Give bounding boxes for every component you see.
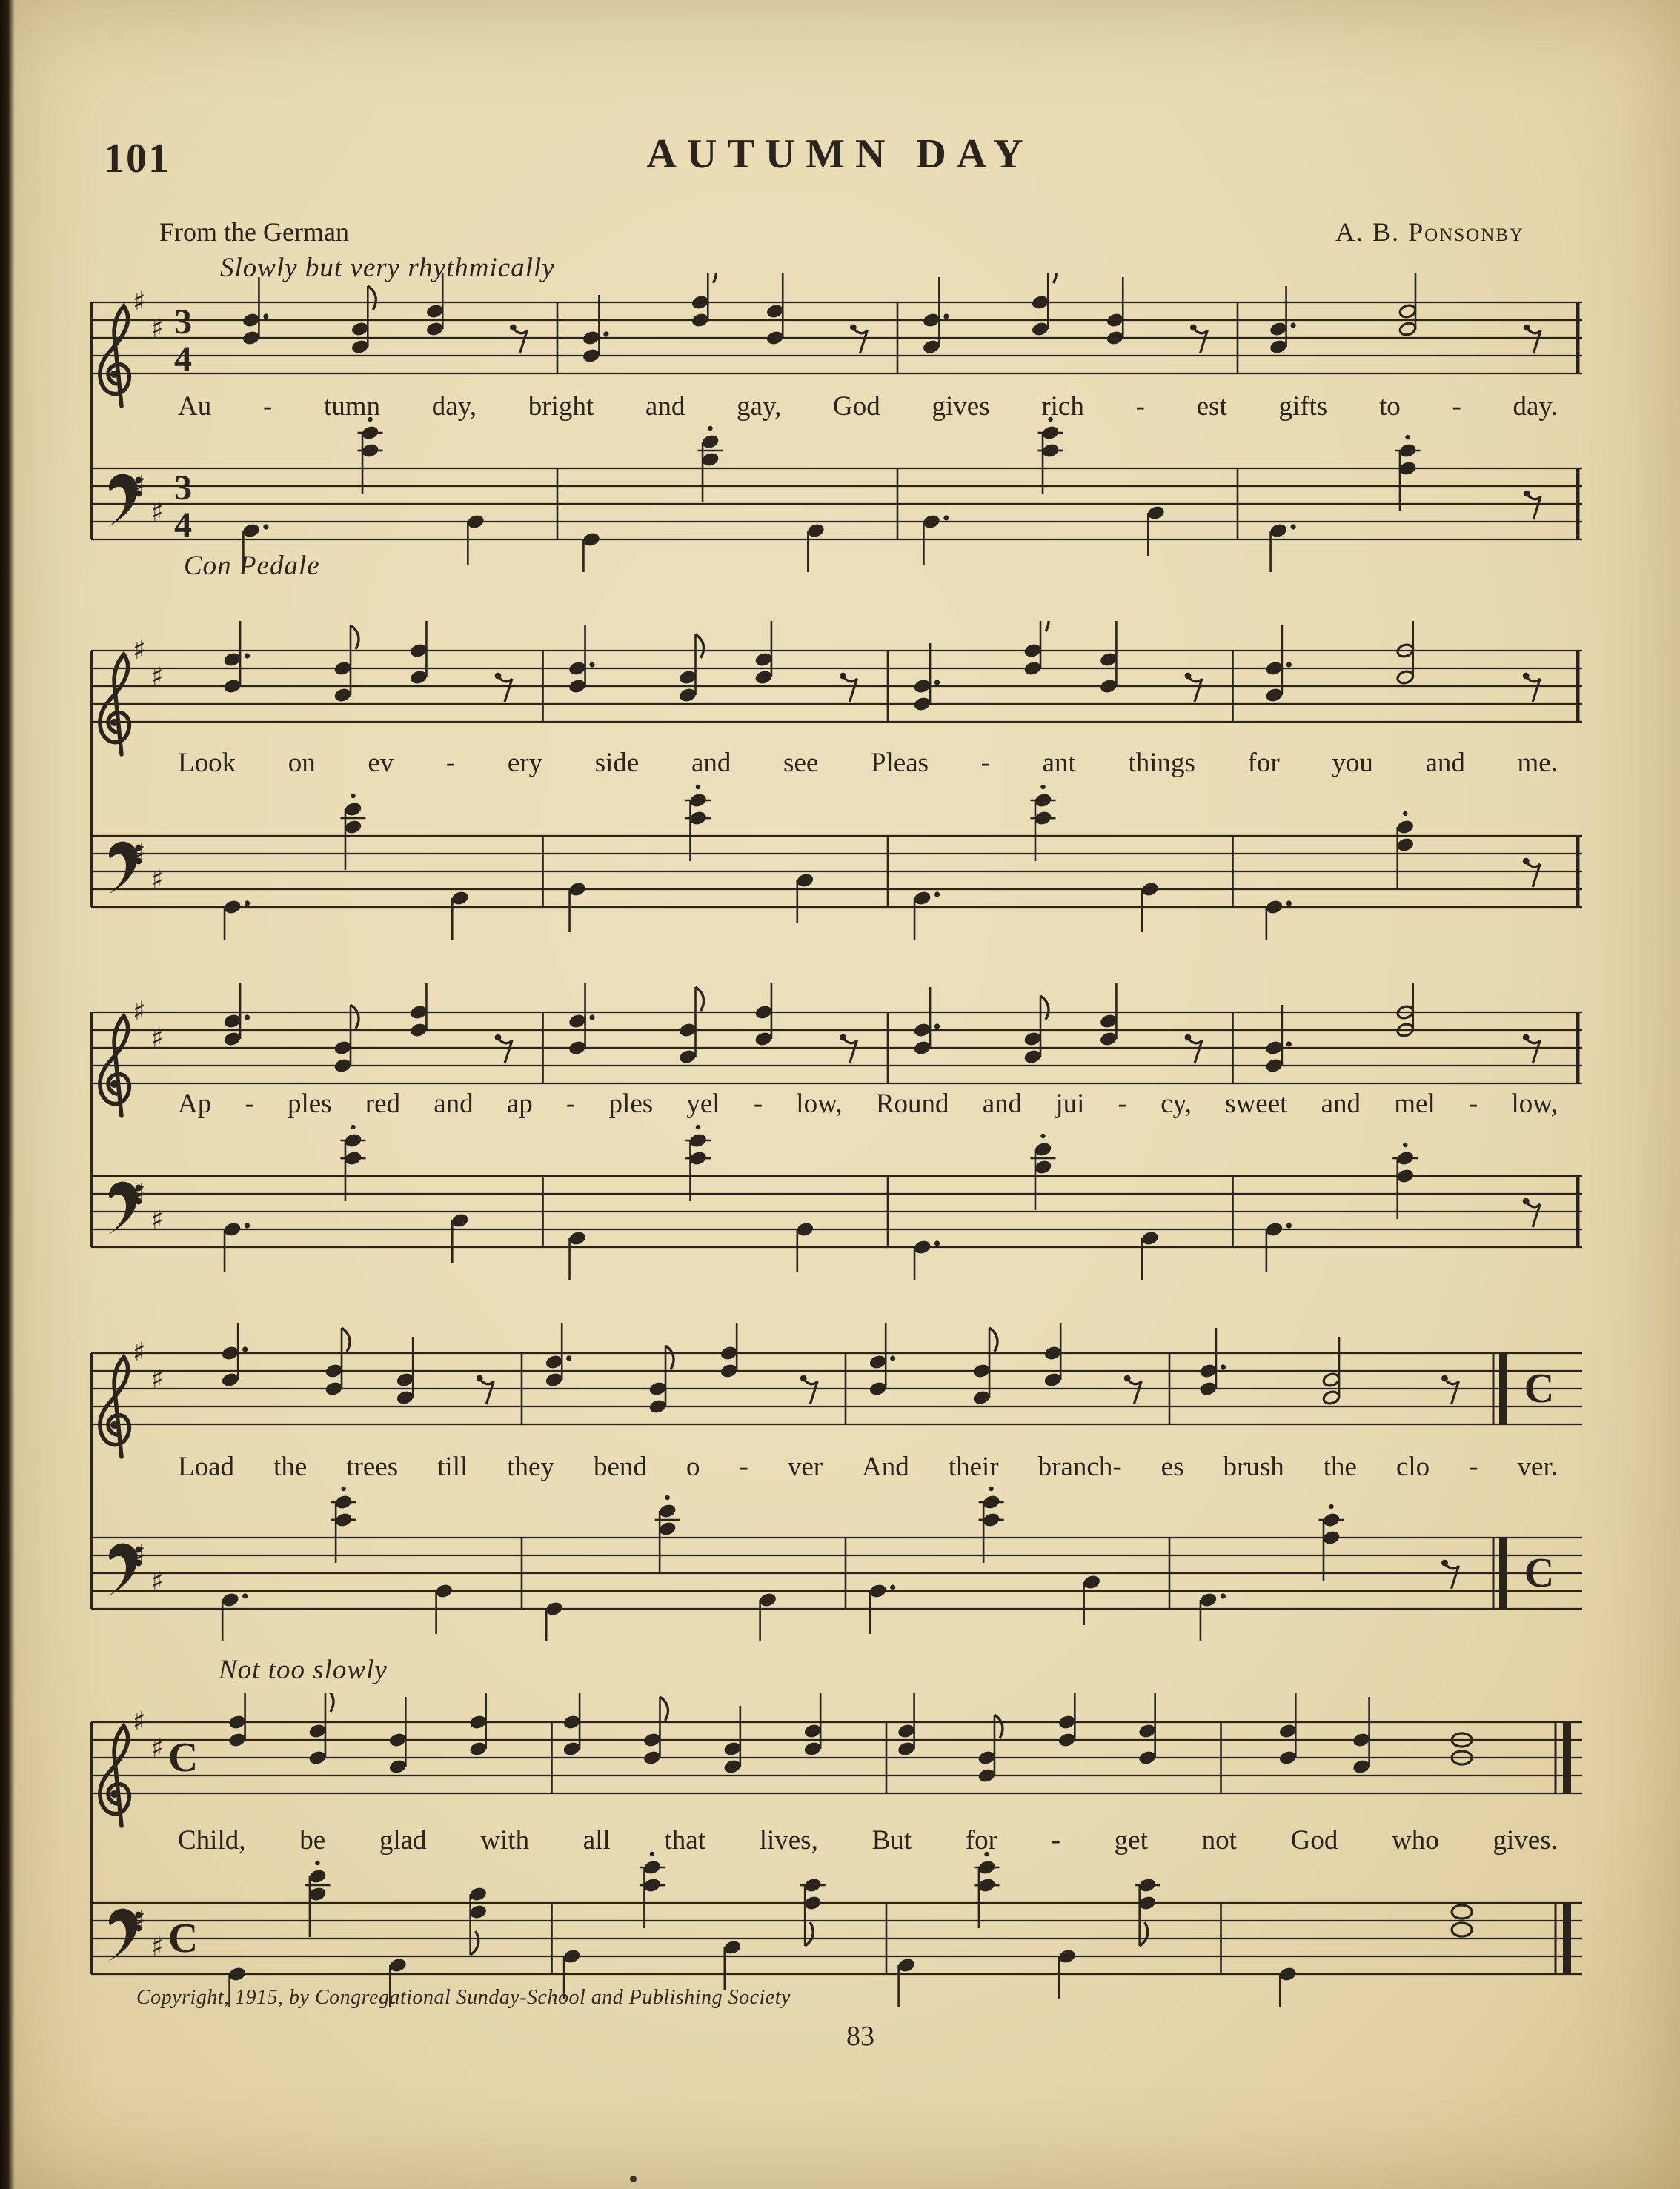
lyric-syllable: day, [431, 391, 477, 422]
note-chord [897, 1693, 916, 1756]
lyric-syllable: side [594, 748, 640, 778]
note-chord [1058, 1693, 1077, 1747]
note-chord [425, 273, 444, 336]
lyric-syllable: o [685, 1452, 700, 1482]
time-signature: 3 [174, 468, 192, 508]
note-chord [242, 277, 269, 345]
sharp-sign: ♯ [133, 635, 146, 665]
note-chord [1395, 435, 1421, 511]
lyric-syllable: Au [178, 391, 212, 422]
page-number: 83 [846, 2021, 874, 2052]
lyric-syllable: est [1196, 391, 1227, 422]
lyric-syllable: ap [506, 1089, 533, 1119]
lyric-syllable: and [982, 1089, 1023, 1119]
note-chord [913, 891, 940, 940]
lyric-syllable: me. [1517, 748, 1558, 778]
sharp-sign: ♯ [133, 471, 146, 501]
lyric-syllable: - [1468, 1089, 1478, 1119]
note-chord [1265, 900, 1292, 940]
rest-glyph [800, 1375, 817, 1404]
note-chord [451, 891, 469, 940]
sharp-sign: ♯ [133, 997, 146, 1027]
music-system-3 [85, 983, 1582, 1280]
note-chord [1265, 625, 1292, 702]
lyric-syllable: - [1452, 391, 1461, 422]
sharp-sign: ♯ [150, 313, 164, 344]
lyric-syllable: Look [178, 748, 236, 778]
rest-glyph [1185, 673, 1202, 702]
note-chord [568, 983, 595, 1055]
note-chord [308, 1693, 333, 1765]
note-chord [977, 1715, 1003, 1783]
lyric-syllable: es [1161, 1452, 1184, 1482]
note-chord [1452, 1733, 1472, 1764]
lyric-syllable: and [691, 748, 731, 778]
sharp-sign: ♯ [133, 1707, 146, 1737]
lyric-syllable: that [664, 1825, 705, 1856]
note-chord [655, 1495, 680, 1572]
lyric-syllable: lives, [759, 1825, 818, 1856]
rest-glyph [1190, 325, 1207, 353]
lyric-syllable: low, [796, 1089, 843, 1119]
composer-name: A. B. Ponsonby [1335, 217, 1524, 247]
lyric-syllable: gifts [1278, 391, 1328, 422]
lyric-syllable: Ap [178, 1089, 212, 1119]
note-chord [972, 1328, 997, 1405]
lyric-syllable: bend [594, 1452, 647, 1482]
note-chord [897, 1958, 916, 2007]
sharp-sign: ♯ [133, 1540, 146, 1570]
lyric-syllable: ant [1042, 748, 1076, 778]
lyric-syllable: they [507, 1452, 554, 1482]
note-chord [1278, 1693, 1297, 1765]
note-chord [1030, 785, 1055, 861]
page-binding-edge [0, 0, 15, 2189]
lyric-syllable: ver [787, 1452, 823, 1482]
lyric-syllable: And [862, 1452, 909, 1482]
lyric-syllable: - [1135, 391, 1145, 422]
note-chord [1265, 1005, 1292, 1073]
rest-glyph [1524, 491, 1541, 519]
note-chord [1269, 523, 1296, 572]
lyric-syllable: - [739, 1452, 748, 1482]
lyric-syllable: who [1392, 1825, 1439, 1856]
lyric-syllable: to [1378, 391, 1401, 422]
lyric-syllable: you [1332, 748, 1373, 778]
lyric-syllable: red [365, 1089, 401, 1119]
note-chord [1147, 505, 1166, 556]
copyright-notice: Copyright, 1915, by Congregational Sunday-School and Publishing Society [136, 1986, 791, 2009]
note-chord [340, 1125, 365, 1201]
lyric-syllable: rich [1041, 391, 1084, 422]
note-chord [562, 1693, 581, 1756]
ink-speck [630, 2176, 637, 2182]
lyric-syllable: the [273, 1452, 308, 1482]
note-chord [1319, 1504, 1344, 1581]
lyric-syllable: - [1051, 1825, 1060, 1856]
lyric-syllable: gives [932, 391, 990, 422]
lyric-syllable: all [582, 1825, 611, 1856]
lyric-syllable: on [288, 748, 316, 778]
note-chord [800, 1878, 826, 1946]
note-chord [1141, 1231, 1159, 1280]
note-chord [223, 983, 250, 1046]
sharp-sign: ♯ [150, 1932, 164, 1962]
lyric-syllable: - [566, 1089, 576, 1119]
time-signature: 3 [174, 302, 192, 342]
note-chord [545, 1601, 563, 1641]
note-chord [723, 1940, 742, 1990]
note-chord [469, 1693, 488, 1756]
note-chord [685, 1125, 711, 1201]
sharp-sign: ♯ [133, 1338, 146, 1368]
lyric-syllable: ples [608, 1089, 654, 1119]
sharp-sign: ♯ [150, 1567, 164, 1597]
note-chord [1199, 1328, 1226, 1396]
lyric-syllable: with [480, 1825, 530, 1856]
lyric-syllable: till [437, 1452, 468, 1482]
note-chord [869, 1323, 895, 1396]
note-chord [974, 1852, 999, 1928]
note-chord [698, 426, 723, 502]
note-chord [1030, 1134, 1055, 1210]
note-chord [325, 1328, 350, 1396]
lyric-syllable: Pleas [870, 748, 929, 778]
lyric-syllable: for [965, 1825, 997, 1856]
lyric-syllable: clo [1395, 1452, 1430, 1482]
lyric-syllable: - [753, 1089, 763, 1119]
note-chord [643, 1697, 668, 1765]
lyric-syllable: trees [346, 1452, 399, 1482]
time-signature-common: C [1524, 1550, 1555, 1596]
page-title: AUTUMN DAY [646, 131, 1034, 177]
source-attribution: From the German [159, 217, 349, 247]
sharp-sign: ♯ [150, 1023, 164, 1054]
tempo-marking-main: Slowly but very rhythmically [220, 253, 555, 283]
rest-glyph [840, 673, 857, 702]
lyric-syllable: and [1425, 748, 1465, 778]
sharp-sign: ♯ [133, 287, 146, 317]
lyric-syllable: ery [507, 748, 543, 778]
lyric-syllable: glad [379, 1825, 427, 1856]
lyric-syllable: But [871, 1825, 912, 1856]
note-chord [568, 1231, 587, 1280]
sharp-sign: ♯ [150, 1364, 164, 1395]
rest-glyph [1441, 1375, 1458, 1404]
lyric-line-4 [178, 1451, 1558, 1488]
lyric-syllable: their [948, 1452, 999, 1482]
lyric-syllable: ev [368, 748, 394, 778]
note-chord [1392, 1143, 1418, 1219]
lyric-syllable: brush [1223, 1452, 1284, 1482]
sharp-sign: ♯ [150, 662, 164, 692]
note-chord [1100, 983, 1118, 1046]
note-chord [720, 1323, 738, 1378]
rest-glyph [495, 673, 512, 702]
note-chord [333, 1005, 359, 1073]
note-chord [913, 987, 940, 1055]
note-chord [1398, 273, 1417, 336]
sharp-sign: ♯ [133, 1178, 146, 1209]
note-chord [1106, 277, 1124, 345]
lyric-syllable: - [245, 1089, 254, 1119]
time-signature: 4 [174, 505, 192, 545]
note-chord [913, 1240, 940, 1280]
rest-glyph [495, 1034, 512, 1063]
lyric-syllable: - [980, 748, 990, 778]
note-chord [1100, 621, 1118, 694]
sharp-sign: ♯ [133, 838, 146, 868]
note-chord [913, 643, 940, 711]
note-chord [358, 417, 383, 494]
lyric-syllable: Load [178, 1452, 235, 1482]
lyric-line-2 [178, 747, 1558, 784]
time-signature-common: C [167, 1735, 199, 1781]
lyric-syllable: - [1118, 1089, 1127, 1119]
lyric-syllable: jui [1055, 1089, 1085, 1119]
note-chord [754, 983, 773, 1046]
rest-glyph [510, 325, 527, 353]
note-chord [685, 785, 711, 861]
sharp-sign: ♯ [150, 497, 164, 528]
note-chord [979, 1487, 1004, 1563]
rest-glyph [1523, 1034, 1540, 1063]
note-chord [754, 621, 773, 685]
sharp-sign: ♯ [133, 1905, 146, 1936]
note-chord [228, 1693, 247, 1747]
lyric-syllable: Child, [178, 1825, 246, 1856]
note-chord [1043, 1323, 1062, 1387]
sharp-sign: ♯ [150, 865, 164, 895]
note-chord [223, 621, 250, 694]
lyric-syllable: get [1114, 1825, 1148, 1856]
lyric-line-5 [178, 1824, 1558, 1861]
lyric-syllable: be [299, 1825, 326, 1856]
hymn-number: 101 [104, 136, 170, 182]
note-chord [223, 900, 250, 940]
note-chord [545, 1323, 571, 1387]
note-chord [679, 987, 704, 1064]
pedal-marking: Con Pedale [184, 551, 320, 581]
rest-glyph [1523, 1198, 1540, 1227]
lyric-syllable: for [1247, 748, 1280, 778]
note-chord [568, 625, 595, 694]
lyric-syllable: God [1290, 1825, 1338, 1856]
rest-glyph [1524, 325, 1541, 353]
lyric-syllable: sweet [1225, 1089, 1288, 1119]
rest-glyph [1124, 1375, 1141, 1404]
lyric-line-1 [178, 391, 1558, 428]
note-chord [389, 1697, 408, 1774]
note-chord [1352, 1697, 1371, 1774]
lyric-syllable: see [783, 748, 819, 778]
note-chord [331, 1487, 356, 1563]
lyric-syllable: ver. [1517, 1452, 1558, 1482]
lyric-syllable: mel [1394, 1089, 1435, 1119]
time-signature: 4 [174, 339, 192, 379]
rest-glyph [1185, 1034, 1202, 1063]
note-chord [1031, 273, 1056, 336]
lyric-syllable: and [1321, 1089, 1361, 1119]
note-chord [582, 295, 609, 363]
note-chord [923, 277, 949, 354]
lyric-syllable: - [445, 748, 456, 778]
note-chord [242, 523, 269, 572]
tempo-marking-final: Not too slowly [219, 1655, 388, 1685]
note-chord [451, 1213, 469, 1263]
lyric-syllable: tumn [324, 391, 381, 422]
lyric-syllable: - [262, 391, 273, 422]
lyric-syllable: things [1128, 748, 1195, 778]
rest-glyph [840, 1034, 857, 1063]
rest-glyph [1523, 673, 1540, 702]
rest-glyph [1523, 858, 1540, 887]
note-chord [340, 794, 365, 870]
note-chord [305, 1861, 330, 1937]
lyric-syllable: not [1201, 1825, 1237, 1856]
note-chord [1135, 1878, 1160, 1946]
sharp-sign: ♯ [150, 1205, 164, 1235]
lyric-syllable: ples [287, 1089, 332, 1119]
note-chord [410, 621, 428, 685]
lyric-syllable: gives. [1493, 1825, 1558, 1856]
note-chord [1083, 1575, 1101, 1625]
rest-glyph [850, 325, 867, 353]
lyric-syllable: - [1469, 1452, 1478, 1482]
lyric-syllable: and [645, 391, 685, 422]
note-chord [1038, 417, 1063, 494]
lyric-syllable: cy, [1161, 1089, 1192, 1119]
note-chord [640, 1852, 665, 1928]
note-chord [759, 1592, 777, 1641]
note-chord [648, 1346, 674, 1414]
lyric-syllable: the [1323, 1452, 1357, 1482]
rest-glyph [477, 1375, 494, 1404]
lyric-syllable: low, [1511, 1089, 1558, 1119]
note-chord [803, 1693, 822, 1756]
lyric-syllable: branch- [1037, 1452, 1122, 1482]
lyric-syllable: and [434, 1089, 474, 1119]
note-chord [582, 532, 601, 572]
lyric-syllable: Round [875, 1089, 949, 1119]
note-chord [221, 1323, 248, 1387]
sharp-sign: ♯ [150, 1733, 164, 1764]
lyric-syllable: God [833, 391, 880, 422]
time-signature-common: C [1524, 1366, 1555, 1412]
rest-glyph [1441, 1560, 1458, 1589]
note-chord [410, 983, 428, 1037]
lyric-syllable: gay, [737, 391, 782, 422]
note-chord [1199, 1592, 1226, 1641]
lyric-line-3 [178, 1088, 1558, 1125]
lyric-syllable: bright [528, 391, 594, 422]
note-chord [807, 523, 826, 572]
note-chord [221, 1592, 248, 1641]
lyric-syllable: yel [686, 1089, 720, 1119]
lyric-syllable: day. [1513, 391, 1558, 422]
time-signature-common: C [167, 1916, 199, 1962]
note-chord [1278, 1967, 1297, 2007]
note-chord [796, 873, 814, 923]
note-chord [766, 273, 784, 345]
note-chord [333, 625, 359, 702]
note-chord [1138, 1693, 1157, 1765]
note-chord [1396, 811, 1415, 888]
note-chord [1396, 621, 1415, 685]
